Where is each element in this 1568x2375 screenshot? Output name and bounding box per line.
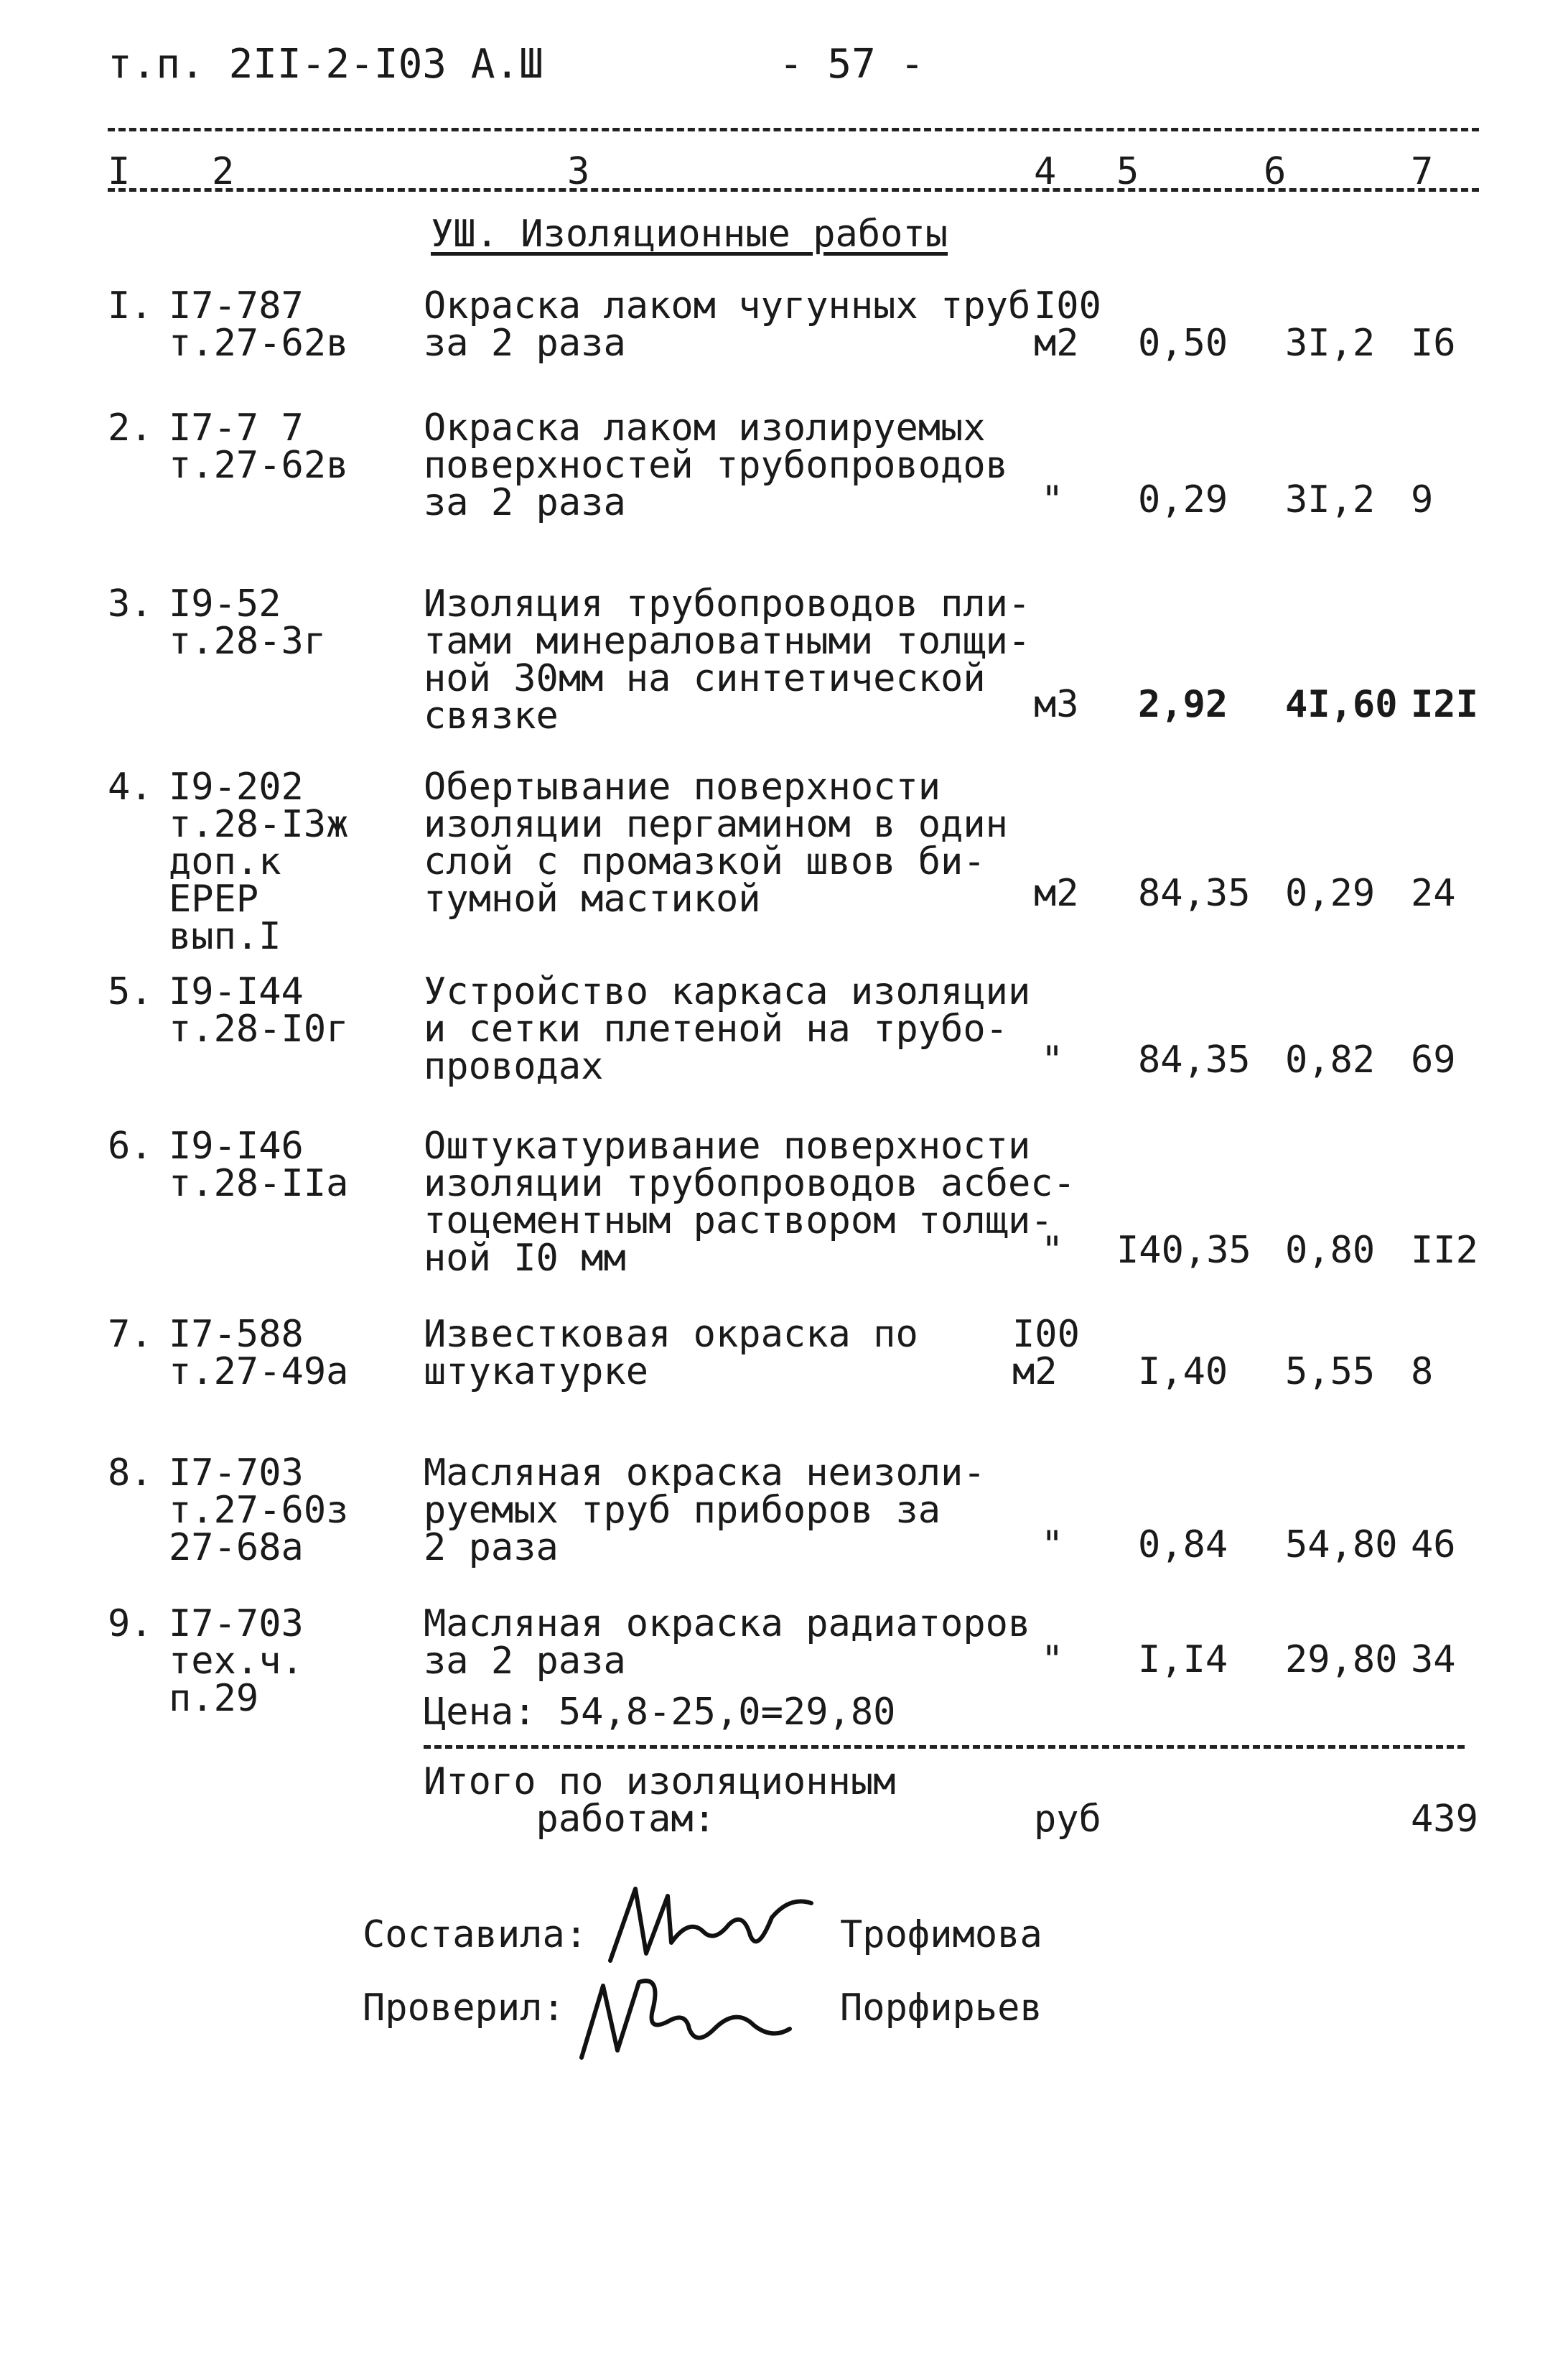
quantity: I,40: [1138, 1350, 1228, 1393]
row-number: 8.: [108, 1451, 153, 1495]
column-number-3: 3: [567, 150, 590, 193]
price-note: Цена: 54,8-25,0=29,80: [424, 1691, 896, 1734]
unit: м3: [1034, 683, 1079, 726]
header-top-rule: [108, 128, 1479, 131]
quantity: 84,35: [1138, 1038, 1251, 1082]
row-total: 8: [1411, 1350, 1434, 1393]
row-total: 24: [1411, 872, 1456, 915]
unit: м2: [1034, 872, 1079, 915]
compiled-by-label: Составила:: [363, 1913, 588, 1956]
unit: ": [1041, 1638, 1064, 1681]
unit-price: 0,82: [1285, 1038, 1376, 1082]
work-description: Масляная окраска неизоли- руемых труб приборов за 2 раза: [424, 1451, 986, 1569]
rate-code: I9-I44 т.28-I0г: [169, 970, 349, 1051]
row-total: I2I: [1411, 683, 1478, 726]
row-total: 34: [1411, 1638, 1456, 1681]
column-number-2: 2: [212, 150, 235, 193]
work-description: Устройство каркаса изоляции и сетки плетеной на трубо- проводах: [424, 970, 1031, 1088]
total-value: 439: [1411, 1798, 1478, 1841]
quantity: I,I4: [1138, 1638, 1228, 1681]
unit: I00 м2: [1034, 284, 1101, 365]
row-number: 4.: [108, 766, 153, 809]
unit-price: 3I,2: [1285, 478, 1376, 521]
unit: ": [1041, 1229, 1064, 1272]
column-number-5: 5: [1116, 150, 1139, 193]
work-description: Изоляция трубопроводов пли- тами минераловатными толщи- ной 30мм на синтетической связке: [424, 582, 1031, 738]
work-description: Масляная окраска радиаторов за 2 раза: [424, 1602, 1031, 1683]
row-number: 2.: [108, 406, 153, 450]
unit: ": [1041, 1038, 1064, 1082]
rate-code: I7-703 т.27-60з 27-68а: [169, 1451, 349, 1569]
rate-code: I7-787 т.27-62в: [169, 284, 349, 365]
rate-code: I7-588 т.27-49а: [169, 1313, 349, 1393]
row-total: 46: [1411, 1523, 1456, 1566]
rate-code: I9-I46 т.28-IIа: [169, 1125, 349, 1205]
unit-price: 3I,2: [1285, 322, 1376, 365]
row-total: I6: [1411, 322, 1456, 365]
column-number-6: 6: [1264, 150, 1287, 193]
row-number: 5.: [108, 970, 153, 1013]
rate-code: I9-202 т.28-I3ж доп.к ЕРЕР вып.I: [169, 766, 349, 958]
unit: I00 м2: [1012, 1313, 1080, 1393]
rate-code: I9-52 т.28-3г: [169, 582, 327, 663]
row-number: 6.: [108, 1125, 153, 1168]
total-label: Итого по изоляционным работам:: [424, 1760, 896, 1841]
rate-code: I7-7 7 т.27-62в: [169, 406, 349, 487]
quantity: 0,50: [1138, 322, 1228, 365]
row-number: I.: [108, 284, 153, 327]
quantity: 2,92: [1138, 683, 1228, 726]
work-description: Обертывание поверхности изоляции пергамином в один слой с промазкой швов би- тумной мастикой: [424, 766, 1008, 921]
quantity: 0,84: [1138, 1523, 1228, 1566]
quantity: I40,35: [1116, 1229, 1251, 1272]
work-description: Оштукатуривание поверхности изоляции трубопроводов асбес- тоцементным раствором толщи- ной I0 мм: [424, 1125, 1075, 1280]
unit-price: 4I,60: [1285, 683, 1398, 726]
column-number-4: 4: [1034, 150, 1057, 193]
quantity: 84,35: [1138, 872, 1251, 915]
checked-signature: [560, 1957, 797, 2065]
rate-code: I7-703 тех.ч. п.29: [169, 1602, 304, 1720]
document-reference: т.п. 2II-2-I03 А.Ш: [108, 41, 543, 88]
column-number-1: I: [108, 150, 131, 193]
total-rule: [424, 1745, 1465, 1749]
row-number: 7.: [108, 1313, 153, 1356]
section-title: УШ. Изоляционные работы: [431, 213, 948, 256]
unit-price: 0,29: [1285, 872, 1376, 915]
row-number: 3.: [108, 582, 153, 626]
unit-price: 5,55: [1285, 1350, 1376, 1393]
checked-by-name: Порфирьев: [840, 1986, 1042, 2030]
row-total: 9: [1411, 478, 1434, 521]
unit-price: 54,80: [1285, 1523, 1398, 1566]
unit-price: 0,80: [1285, 1229, 1376, 1272]
quantity: 0,29: [1138, 478, 1228, 521]
unit: ": [1041, 1523, 1064, 1566]
work-description: Окраска лаком изолируемых поверхностей трубопроводов за 2 раза: [424, 406, 1008, 524]
total-unit: руб: [1034, 1798, 1101, 1841]
page-number: - 57 -: [779, 41, 925, 88]
column-number-7: 7: [1411, 150, 1434, 193]
unit: ": [1041, 478, 1064, 521]
compiled-by-name: Трофимова: [840, 1913, 1042, 1956]
row-number: 9.: [108, 1602, 153, 1645]
header-bottom-rule: [108, 188, 1479, 192]
checked-by-label: Проверил:: [363, 1986, 565, 2030]
work-description: Окраска лаком чугунных труб за 2 раза: [424, 284, 1031, 365]
work-description: Известковая окраска по штукатурке: [424, 1313, 918, 1393]
row-total: 69: [1411, 1038, 1456, 1082]
unit-price: 29,80: [1285, 1638, 1398, 1681]
row-total: II2: [1411, 1229, 1478, 1272]
